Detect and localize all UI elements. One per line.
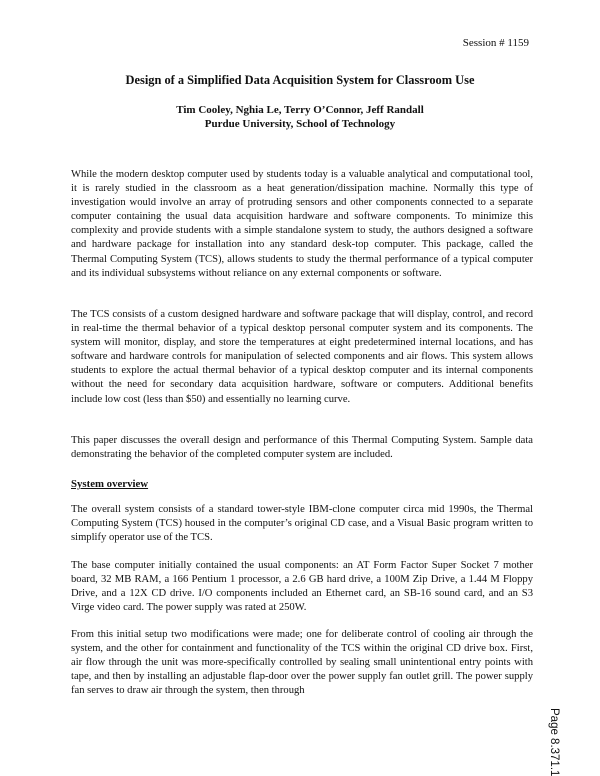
abstract-paragraph-2: The TCS consists of a custom designed hardware and software package that will display, control, and record in real-time the thermal behavior of a typical desktop personal computer system and its components. The system will monitor, display, and store the temperatures at eight predetermined internal locations, and has software and hardware controls for manipulation of selected components and air flows. This system allows students to explore the actual thermal behavior of a typical desktop computer and its internal components without the need for secondary data acquisition hardware, software or computers. Additional benefits include low cost (less than $50) and essentially no learning curve. [71, 309, 533, 405]
author-list: Tim Cooley, Nghia Le, Terry O’Connor, Jeff Randall [176, 104, 424, 116]
body-paragraph-1: The overall system consists of a standard tower-style IBM-clone computer circa mid 1990s, the Thermal Computing System (TCS) housed in the computer’s original CD case, and a Visual Basic program written to simplify operator use of the TCS. [71, 504, 533, 544]
body-paragraph-3: From this initial setup two modifications were made; one for deliberate control of cooling air through the system, and the other for containment and functionality of the TCS within the original CD drive box. First, air flow through the unit was more-specifically controlled by sealing small unintentional entry points with tape, and then by installing an adjustable flap-door over the power supply fan outlet grill. The power supply fan serves to draw air through the system, then through [71, 629, 533, 697]
paper-title: Design of a Simplified Data Acquisition System for Classroom Use [125, 73, 475, 87]
affiliation: Purdue University, School of Technology [204, 118, 396, 130]
section-heading-system-overview: System overview [71, 478, 149, 490]
body-paragraph-2: The base computer initially contained the usual components: an AT Form Factor Super Socket 7 mother board, 32 MB RAM, a 166 Pentium 1 processor, a 2.6 GB hard drive, a 100M Zip Drive, a 1.44 M Floppy Drive, and a 12X CD drive. I/O components included an Ethernet card, an SB-16 sound card, and an S3 Virge video card. The power supply was rated at 250W. [71, 560, 533, 614]
abstract-paragraph-1: While the modern desktop computer used by students today is a valuable analytical and computational tool, it is rarely studied in the classroom as a heat generation/dissipation machine. Normally this type of investigation would involve an array of protruding sensors and other components connected to a separate computer containing the usual data acquisition hardware and software components. To minimize this complexity and provide students with a simple standalone system to study, the authors designed a software and hardware package for installation into any standard desk-top computer. This package, called the Thermal Computing System (TCS), allows students to study the thermal performance of a typical computer and its individual subsystems without reliance on any external components or software. [71, 169, 533, 279]
page-number: Page 8.371.1 [548, 708, 560, 776]
abstract-paragraph-3: This paper discusses the overall design and performance of this Thermal Computing System. Sample data demonstrating the behavior of the completed computer system are included. [71, 435, 533, 461]
session-number: Session # 1159 [462, 37, 529, 49]
